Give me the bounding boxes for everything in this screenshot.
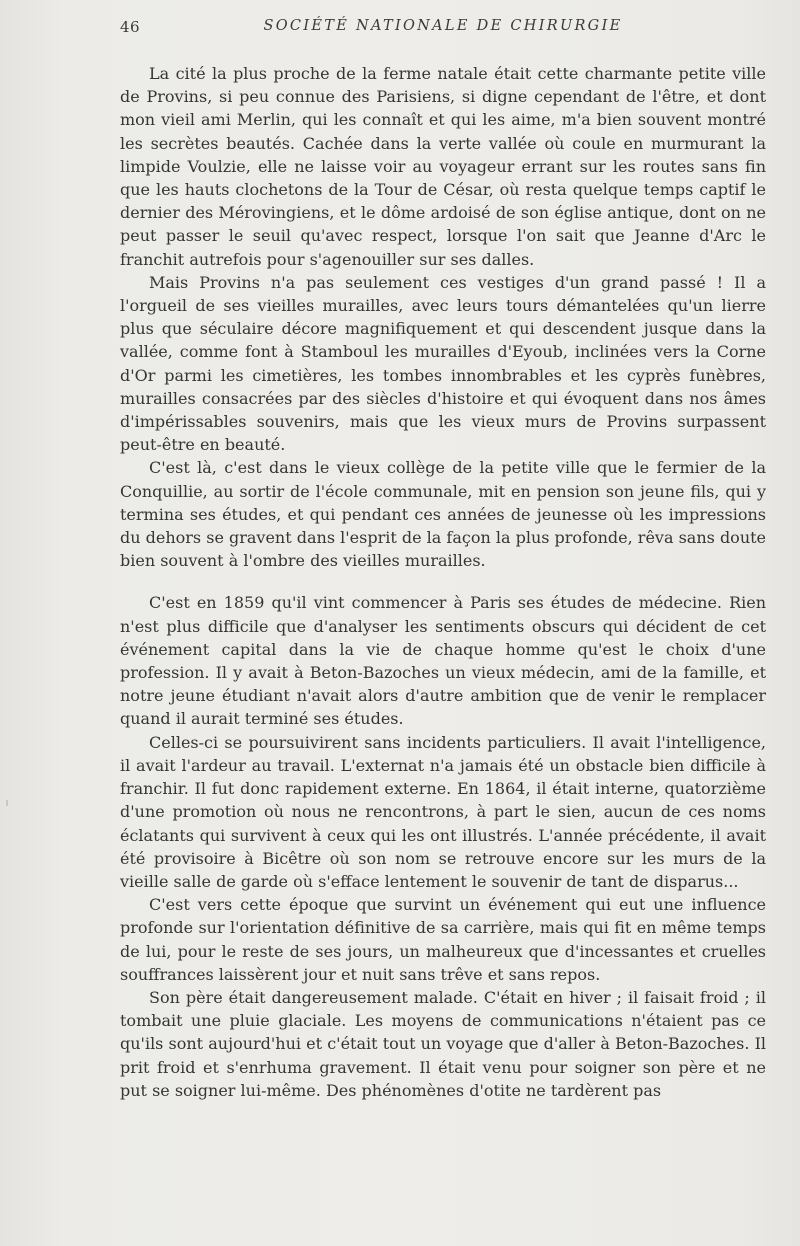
body-text xyxy=(120,62,766,1102)
page-header xyxy=(120,18,766,42)
paragraph-internship: Celles-ci se poursuivirent sans incidents particuliers. Il avait l'intelligence, il avait l'ardeur au travail. L'externat n'a jamais été un obstacle bien difficile à franchir. Il fut donc rapidement externe. En 1864, il était interne, quatorzième d'une promotion où nous ne rencontrons, à part le sien, aucun de ces noms éclatants qui survivent à ceux qui les ont illustrés. L'année précédente, il avait été provisoire à Bicêtre où son nom se retrouve encore sur les murs de la vieille salle de garde où s'efface lentement le souvenir de tant de disparus... xyxy=(120,732,766,891)
page-number: 46 xyxy=(120,18,141,36)
paragraph-provins-city: La cité la plus proche de la ferme natale était cette charmante petite ville de Provins, si peu connue des Parisiens, si digne cependant de l'être, et dont mon vieil ami Merlin, qui les connaît et qui les aime, m'a bien souvent montré les secrètes beautés. Cachée dans la verte vallée où coule en murmurant la limpide Voulzie, elle ne laisse voir au voyageur errant sur les routes sans fin que les hauts clochetons de la Tour de César, où resta quelque temps captif le dernier des Mérovingiens, et le dôme ardoisé de son église antique, dont on ne peut passer le seuil qu'avec respect, lorsque l'on sait que Jeanne d'Arc le franchit autrefois pour s'agenouiller sur ses dalles. xyxy=(120,64,766,269)
paragraph-turning-event: C'est vers cette époque que survint un événement qui eut une influence profonde sur l'orientation définitive de sa carrière, mais qui fit en même temps de lui, pour le reste de ses jours, un malheureux que d'incessantes et cruelles souffrances laissèrent jour et nuit sans trêve et sans repos. xyxy=(120,895,766,984)
paragraph-medical-studies: C'est en 1859 qu'il vint commencer à Paris ses études de médecine. Rien n'est plus difficile que d'analyser les sentiments obscurs qui décident de cet événement capital dans la vie de chaque homme qu'est le choix d'une profession. Il y avait à Beton-Bazoches un vieux médecin, ami de la famille, et notre jeune étudiant n'avait alors d'autre ambition que de venir le remplacer quand il aurait terminé ses études. xyxy=(120,593,766,729)
running-title: SOCIÉTÉ NATIONALE DE CHIRURGIE xyxy=(263,18,623,34)
paragraph-father-illness: Son père était dangereusement malade. C'était en hiver ; il faisait froid ; il tombait une pluie glaciale. Les moyens de communications n'étaient pas ce qu'ils sont aujourd'hui et c'était tout un voyage que d'aller à Beton-Bazoches. Il prit froid et s'enrhuma gravement. Il était venu pour soigner son père et ne put se soigner lui-même. Des phénomènes d'otite ne tardèrent pas xyxy=(120,987,766,1100)
paragraph-provins-walls: Mais Provins n'a pas seulement ces vestiges d'un grand passé ! Il a l'orgueil de ses vieilles murailles, avec leurs tours démantelées qu'un lierre plus que séculaire décore magnifiquement et qui descendent jusque dans la vallée, comme font à Stamboul les murailles d'Eyoub, inclinées vers la Corne d'Or parmi les cimetières, les tombes innombrables et les cyprès funèbres, murailles consacrées par des siècles d'histoire et qui évoquent dans nos âmes d'impérissables souvenirs, mais que les vieux murs de Provins surpassent peut-être en beauté. xyxy=(120,272,766,455)
paragraph-college: C'est là, c'est dans le vieux collège de la petite ville que le fermier de la Conquillie, au sortir de l'école communale, mit en pension son jeune fils, qui y termina ses études, et qui pendant ces années de jeunesse où les impressions du dehors se gravent dans l'esprit de la façon la plus profonde, rêva sans doute bien souvent à l'ombre des vieilles murailles. xyxy=(120,458,767,571)
scan-edge-mark xyxy=(6,800,8,806)
